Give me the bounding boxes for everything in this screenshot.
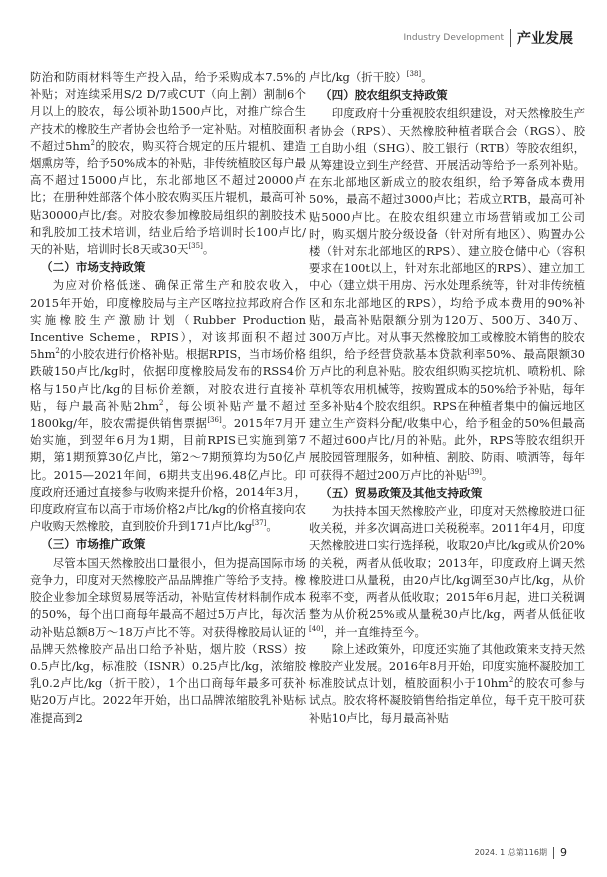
- header-divider: [510, 29, 511, 47]
- header-english: Industry Development: [403, 33, 504, 43]
- heading-market-support: （二）市场支持政策: [41, 260, 146, 275]
- paragraph-subsidy-cont: 防治和防雨材料等生产投入品，给予采购成本7.5%的补贴；对连续采用S/2 D/7或CUT（向上割）割制6个月以上的胶农，每公顷补助1500卢比，对推广综合生产技术的橡胶生产者协会也给予一定补贴。对植胶面积不超过$5hm^2$的胶农，购买符合规定的压片辊机、建造烟熏房等，给予50%成本的补贴，非传统植胶区每户最高不超过15000卢比，东北部地区不超过20000卢比；在册种姓部落个体小胶农购买压片辊机，最高可补贴30000卢比/套。对胶农参加橡胶局组织的割胶技术和乳胶加工技术培训，结业后给予培训时长100卢比/天的补贴，培训时长8天或30天[35]。: [30, 70, 306, 257]
- heading-farmer-organization: （四）胶农组织支持政策: [320, 88, 448, 103]
- heading-trade-policy: （五）贸易政策及其他支持政策: [320, 485, 483, 500]
- paragraph-trade-policy: 为扶持本国天然橡胶产业，印度对天然橡胶进口征收关税，并多次调高进口关税税率。2011年4月，印度天然橡胶进口实行选择税，收取20卢比/kg或从价20%的关税，两者从低收取；2013年，印度政府上调天然橡胶进口从量税，由20卢比/kg调至30卢比/kg，从价税率不变，两者从低收取；2015年6月起，进口关税调整为从价税25%或从量税30卢比/kg，两者从低征收[40]，并一直维持至今。: [309, 504, 585, 639]
- page-number: 9: [560, 846, 567, 859]
- issue-label: 2024. 1 总第116期: [474, 848, 547, 857]
- header-section-title: 产业发展: [517, 31, 573, 47]
- left-column: [30, 69, 306, 727]
- paragraph-market-support: 为应对价格低迷、确保正常生产和胶农收入，2015年开始，印度橡胶局与主产区喀拉拉邦政府合作实施橡胶生产激励计划（Rubber Production Incentive Scheme，RPIS），对该邦面积不超过$5hm^2$的小胶农进行价格补贴。根据RPIS，当市场价格跌破150卢比/kg时，依据印度橡胶局发布的RSS4价格与150卢比/kg的目标价差额，对胶农进行直接补贴，每户最高补贴$2hm^2$，每公顷补贴产量不超过1800kg/年，胶农需提供销售票据[36]。2015年7月开始实施，到翌年6月为1期，目前RPIS已实施到第7期，第1期预算30亿卢比，第2～7期预算均为50亿卢比。2015—2021年间，6期共支出96.48亿卢比。印度政府还通过直接参与收购来提升价格，2014年3月，印度政府宣布以高于市场价格2卢比/kg的价格直接向农户收购天然橡胶，直到胶价升到171卢比/kg[37]。: [30, 278, 306, 534]
- right-column: [309, 69, 585, 727]
- paragraph-market-promotion: 尽管本国天然橡胶出口量很小，但为提高国际市场竞争力，印度对天然橡胶产品品牌推广等给予支持。橡胶企业参加全球贸易展等活动，补贴宣传材料制作成本的50%，每个出口商每年最高不超过5万卢比，每次活动补贴总额8万～18万卢比不等。对获得橡胶局认证的品牌天然橡胶产品出口给予补贴，烟片胶（RSS）按0.5卢比/kg，标准胶（ISNR）0.25卢比/kg，浓缩胶乳0.2卢比/kg（折干胶），1个出口商每年最多可获补贴20万卢比。2022年开始，出口品牌浓缩胶乳补贴标准提高到2: [30, 555, 306, 725]
- running-header: [404, 24, 573, 52]
- paragraph-other-policies: 除上述政策外，印度还实施了其他政策来支持天然橡胶产业发展。2016年8月开始，印度实施杯凝胶加工标准胶试点计划，植胶面积小于$10hm^2$的胶农可参与试点。胶农将杯凝胶销售给指定单位，每千克干胶可获补贴10卢比，每月最高补贴: [309, 641, 585, 725]
- paragraph-farmer-organization: 印度政府十分重视胶农组织建设，对天然橡胶生产者协会（RPS）、天然橡胶种植者联合会（RGS）、胶工自助小组（SHG）、胶工银行（RTB）等胶农组织，从筹建设立到生产经营、开展活动等给予一系列补贴。在东北部地区新成立的胶农组织，给予筹备成本费用50%，最高不超过3000卢比；若成立RTB，最高可补贴5000卢比。在胶农组织建立市场营销或加工公司时，购买烟片胶分级设备（针对所有地区）、购置办公楼（针对东北部地区的RPS）、建立胶仓储中心（容积要求在100t以上，针对东北部地区的RPS）、建立加工中心（建立烘干用房、污水处理系统等，针对非传统植区和东北部地区的RPS），均给予成本费用的90%补贴，最高补贴限额分别为120万、500万、340万、300万卢比。对从事天然橡胶加工或橡胶木销售的胶农组织，给予经营贷款基本贷款利率50%、最高限额30万卢比的利息补贴。胶农组织购买挖坑机、喷粉机、除草机等农用机械等，按购置成本的50%给予补贴，每年至多补贴4个胶农组织。RPS在种植者集中的偏远地区建立生产资料分配/收集中心，给予租金的50%但最高不超过600卢比/月的补贴。此外，RPS等胶农组织开展胶园管理服务，如种植、割胶、防雨、喷洒等，每年可获得不超过200万卢比的补贴[39]。: [309, 106, 585, 482]
- page-footer: [475, 846, 567, 859]
- heading-market-promotion: （三）市场推广政策: [41, 537, 146, 552]
- paragraph-promotion-cont: 卢比/kg（折干胶）[38]。: [309, 70, 433, 84]
- footer-divider: [553, 847, 554, 859]
